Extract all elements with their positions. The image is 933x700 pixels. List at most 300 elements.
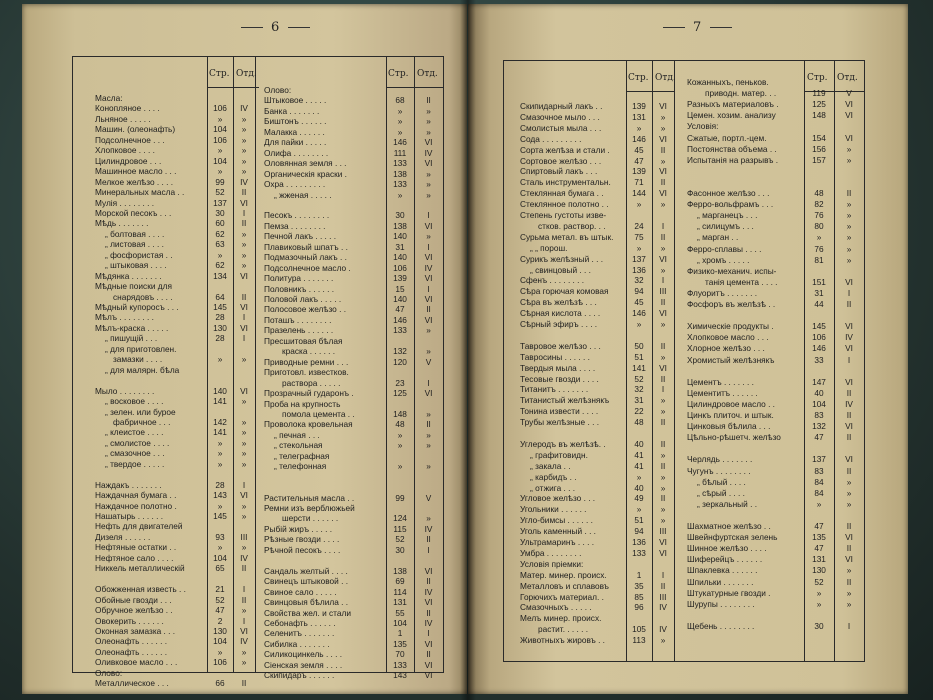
index-entry — [256, 576, 443, 587]
entry-term: Трубы желѣзные . . . — [520, 417, 599, 428]
index-entry — [256, 409, 443, 420]
entry-term: Стеклянное полотно . . — [520, 199, 609, 210]
entry-page: 41 — [634, 460, 644, 471]
entry-page: 131 — [393, 597, 407, 608]
entry-page: 140 — [393, 294, 407, 304]
entry-term: Ферро-сплавы . . . . — [687, 243, 762, 254]
index-entry — [675, 299, 864, 310]
index-entry — [256, 388, 443, 399]
index-entry — [675, 410, 864, 421]
entry-term: Металлическое . . . — [95, 678, 169, 689]
entry-term: Ферро-вольфрамъ . . . — [687, 199, 774, 210]
entry-page: » — [217, 145, 223, 156]
right-column-1 — [504, 101, 674, 661]
entry-page: 148 — [393, 408, 407, 419]
entry-page: 138 — [393, 565, 407, 576]
index-entry — [675, 599, 864, 610]
entry-section: » — [426, 168, 431, 179]
entry-term: Сѣрный эфиръ . . . . — [520, 319, 598, 329]
entry-section: » — [241, 166, 247, 177]
index-entry — [73, 344, 255, 355]
entry-term: „ закала . . — [530, 460, 571, 471]
entry-term: „ штыковая . . . . — [105, 260, 167, 271]
index-entry — [73, 574, 255, 585]
entry-page: 76 — [814, 243, 824, 254]
entry-term: Биштонъ . . . . . . — [264, 116, 327, 127]
col-header-page: Стр. — [807, 73, 828, 83]
entry-page: » — [217, 448, 223, 459]
entry-term: Смазочное мыло . . . — [520, 111, 600, 122]
entry-page: 131 — [812, 554, 826, 565]
index-entry — [256, 419, 443, 430]
entry-page: 140 — [393, 252, 407, 263]
index-entry — [504, 199, 674, 210]
entry-term: „ телеграфная — [274, 450, 330, 461]
entry-section: II — [241, 563, 247, 574]
index-entry — [256, 210, 443, 221]
entry-page: 94 — [634, 286, 644, 297]
index-entry — [675, 588, 864, 599]
index-entry — [73, 187, 255, 198]
entry-term: Флуоритъ . . . . . . . — [687, 287, 758, 298]
entry-page: 82 — [814, 199, 824, 210]
entry-term: Мыло . . . . . . . . — [95, 385, 155, 396]
index-entry — [504, 384, 674, 395]
entry-page: 105 — [632, 624, 646, 635]
entry-page: 135 — [393, 638, 407, 649]
entry-page: 113 — [632, 635, 646, 646]
entry-page: 45 — [634, 144, 644, 155]
entry-term: Твердыя мыла . . . . — [520, 362, 596, 373]
index-entry — [73, 271, 255, 282]
entry-term: Обожженная известь . . — [95, 584, 186, 595]
entry-section: II — [426, 649, 431, 660]
entry-term: Масла: — [95, 93, 123, 103]
index-entry — [73, 438, 255, 449]
entry-term: Себонафть . . . . . . — [264, 617, 336, 628]
index-entry — [504, 439, 674, 450]
entry-term: Мѣдный купоросъ . . . — [95, 302, 179, 312]
index-entry — [675, 88, 864, 99]
index-entry — [504, 428, 674, 439]
entry-page: » — [636, 504, 642, 515]
entry-section: II — [660, 493, 666, 504]
entry-term: Оливковое масло . . . — [95, 657, 178, 668]
entry-page: 133 — [632, 547, 646, 558]
entry-term: Сурикъ желѣзный . . . — [520, 253, 604, 264]
index-entry — [256, 378, 443, 389]
entry-page: 137 — [213, 197, 227, 208]
index-entry — [73, 198, 255, 209]
index-entry — [504, 123, 674, 134]
entry-page: 48 — [814, 188, 824, 198]
index-entry — [675, 77, 864, 88]
entry-page: 30 — [395, 544, 405, 555]
entry-section: II — [660, 460, 666, 471]
index-entry — [675, 232, 864, 243]
entry-section: » — [846, 199, 852, 210]
index-entry — [504, 188, 674, 199]
entry-section: » — [846, 254, 852, 265]
entry-page: 99 — [215, 176, 225, 187]
entry-page: 124 — [393, 513, 407, 524]
entry-section: VI — [845, 554, 853, 565]
entry-section: » — [660, 242, 666, 253]
entry-section: IV — [240, 552, 248, 563]
index-entry — [675, 421, 864, 432]
entry-section: VI — [845, 454, 853, 465]
entry-term: Цѣльно-рѣшетч. желѣзо — [687, 432, 781, 443]
index-entry — [256, 545, 443, 556]
entry-section: IV — [845, 398, 853, 409]
index-entry — [504, 308, 674, 319]
entry-term: Свойства жел. и стали — [264, 607, 351, 618]
index-entry — [504, 450, 674, 461]
entry-page: » — [636, 199, 642, 210]
right-column-2 — [675, 77, 864, 661]
index-entry — [73, 218, 255, 229]
entry-section: IV — [659, 624, 667, 635]
entry-term: „ „ порош. — [530, 242, 568, 253]
entry-term: Приготовл. известков. — [264, 367, 349, 378]
entry-term: Сорта желѣза и стали . — [520, 144, 610, 155]
index-entry — [504, 570, 674, 581]
index-entry — [256, 649, 443, 660]
entry-page: » — [397, 461, 403, 472]
entry-page: 15 — [395, 283, 405, 294]
index-entry — [504, 472, 674, 483]
entry-term: Мѣдянка . . . . . . . — [95, 270, 162, 281]
entry-section: II — [846, 521, 852, 531]
index-entry — [73, 511, 255, 522]
entry-term: Наждачная бумага . . — [95, 490, 177, 501]
entry-term: Условія: — [687, 121, 719, 132]
entry-section: » — [426, 179, 431, 190]
left-column-1 — [73, 93, 255, 689]
index-entry — [73, 177, 255, 188]
index-entry — [504, 177, 674, 188]
entry-page: 69 — [395, 576, 405, 587]
entry-term: Шахматное желѣзо . . — [687, 521, 771, 531]
entry-term: Штыковое . . . . . — [264, 95, 327, 106]
index-entry — [675, 99, 864, 110]
entry-term: Кожанныхъ, пеньков. — [687, 77, 769, 87]
entry-page: 52 — [395, 534, 405, 545]
index-entry — [675, 166, 864, 177]
entry-term: Мелкое желѣзо . . . . — [95, 176, 174, 187]
entry-term: „ свинцовый . . . — [530, 264, 591, 275]
index-entry — [256, 555, 443, 566]
entry-page: » — [636, 471, 642, 482]
entry-section: » — [426, 513, 431, 524]
entry-section: I — [661, 569, 665, 580]
entry-term: Ультрамаринъ . . . . — [520, 537, 595, 547]
index-entry — [504, 254, 674, 265]
index-entry — [73, 647, 255, 658]
index-entry — [256, 524, 443, 535]
entry-term: Наждачное полотно . — [95, 500, 177, 511]
index-entry — [73, 553, 255, 564]
entry-term: „ карбидъ . . — [530, 471, 577, 482]
index-entry — [504, 156, 674, 167]
entry-term: снарядовъ . . . . — [113, 291, 173, 302]
entry-section: III — [659, 526, 667, 537]
entry-term: краска . . . . . . — [282, 346, 336, 357]
entry-term: Цементитъ . . . . . . — [687, 387, 758, 398]
entry-term: Углеродъ въ желѣзѣ. . — [520, 438, 606, 449]
index-entry — [256, 137, 443, 148]
entry-section: I — [427, 544, 430, 555]
entry-section: I — [427, 628, 430, 639]
index-entry — [73, 480, 255, 491]
index-entry — [675, 255, 864, 266]
index-entry — [256, 179, 443, 190]
entry-section: II — [660, 144, 666, 155]
index-entry — [256, 430, 443, 441]
index-entry — [675, 621, 864, 632]
entry-page: 141 — [213, 396, 227, 407]
entry-term: Шинное желѣзо . . . . — [687, 543, 767, 554]
entry-section: I — [427, 241, 430, 252]
entry-term: Мелъ минер. происх. — [520, 613, 602, 624]
entry-term: „ марганецъ . . . — [697, 210, 758, 221]
entry-section: » — [241, 500, 247, 511]
entry-section: VI — [659, 547, 667, 558]
entry-section: » — [660, 482, 666, 493]
index-entry — [73, 616, 255, 627]
entry-section: II — [426, 576, 431, 587]
entry-section: » — [241, 354, 247, 365]
index-entry — [504, 134, 674, 145]
entry-section: » — [241, 145, 247, 156]
entry-term: Празелень . . . . . . — [264, 325, 334, 336]
entry-term: Тесовые гвозди . . . . — [520, 373, 599, 384]
index-entry — [73, 636, 255, 647]
entry-section: » — [660, 319, 666, 329]
index-entry — [73, 93, 255, 104]
entry-page: » — [217, 354, 223, 365]
entry-term: Полосовое желѣзо . . — [264, 304, 347, 315]
entry-section: » — [241, 416, 247, 427]
index-entry — [73, 281, 255, 292]
entry-term: Сжатые, портл.-цем. — [687, 132, 767, 143]
index-entry — [256, 566, 443, 577]
entry-section: II — [660, 231, 666, 242]
col-header-page: Стр. — [388, 69, 409, 79]
entry-section: VI — [424, 220, 433, 231]
entry-section: VI — [240, 322, 248, 333]
entry-term: Сфенъ . . . . . . . . — [520, 275, 585, 286]
index-entry — [675, 477, 864, 488]
entry-section: VI — [845, 99, 853, 110]
entry-section: II — [846, 299, 852, 309]
index-entry — [504, 537, 674, 548]
entry-page: 99 — [395, 492, 405, 503]
entry-section: VI — [845, 110, 853, 121]
entry-section: » — [660, 471, 666, 482]
entry-term: замазки . . . . — [113, 354, 163, 365]
entry-section: » — [846, 587, 852, 598]
index-entry — [73, 501, 255, 512]
entry-section: » — [241, 542, 247, 553]
entry-page: 146 — [632, 133, 646, 144]
entry-section: » — [426, 440, 431, 451]
index-entry — [256, 95, 443, 106]
entry-term: раствора . . . . . — [282, 377, 341, 388]
index-entry — [73, 156, 255, 167]
entry-section: II — [241, 218, 247, 229]
entry-page: 125 — [393, 388, 407, 399]
index-entry — [675, 355, 864, 366]
entry-section: II — [846, 432, 852, 443]
entry-term: Машин. (олеонафть) — [95, 124, 176, 135]
entry-section: » — [426, 231, 431, 242]
entry-page: 48 — [395, 419, 405, 430]
entry-section: I — [661, 220, 665, 231]
entry-term: Титанистый желѣзнякъ — [520, 395, 610, 406]
entry-page: 120 — [393, 356, 407, 367]
entry-page: 130 — [213, 322, 227, 333]
entry-page: 47 — [215, 605, 225, 616]
index-entry — [675, 366, 864, 377]
entry-page: 115 — [393, 523, 407, 534]
index-entry — [256, 482, 443, 493]
index-entry — [504, 461, 674, 472]
entry-section: V — [425, 356, 432, 367]
entry-section: VI — [424, 252, 433, 263]
entry-page: » — [217, 437, 223, 448]
entry-term: Мѣлъ-краска . . . . . — [95, 322, 169, 333]
entry-page: 41 — [634, 449, 644, 460]
entry-page: 47 — [634, 155, 644, 166]
index-entry — [675, 266, 864, 277]
index-entry — [73, 469, 255, 480]
entry-term: Сіенская земля . . . . — [264, 659, 343, 670]
entry-section: VI — [659, 101, 667, 111]
index-entry — [73, 250, 255, 261]
entry-section: II — [241, 678, 247, 689]
entry-section: » — [241, 437, 247, 448]
entry-section: VI — [845, 532, 853, 543]
entry-term: „ восковое . . . . — [105, 396, 164, 407]
index-entry — [675, 244, 864, 255]
index-entry — [73, 490, 255, 501]
entry-section: I — [661, 384, 665, 395]
entry-term: Песокъ . . . . . . . . — [264, 210, 330, 221]
index-entry — [73, 448, 255, 459]
index-entry — [504, 602, 674, 613]
entry-section: II — [846, 576, 852, 587]
entry-term: Олеонафть . . . . . . — [95, 636, 168, 647]
entry-page: 146 — [393, 137, 407, 148]
entry-page: 133 — [393, 325, 407, 336]
entry-term: Печной лакъ . . . . . — [264, 231, 337, 242]
entry-section: VI — [424, 314, 433, 325]
index-entry — [504, 352, 674, 363]
entry-section: » — [660, 351, 666, 362]
entry-term: Дизеля . . . . . . — [95, 531, 151, 542]
entry-page: » — [816, 587, 822, 598]
index-entry — [256, 587, 443, 598]
entry-term: Политура . . . . . . . — [264, 273, 334, 284]
entry-term: Швейнфуртская зелень — [687, 532, 778, 543]
entry-page: » — [217, 113, 223, 124]
entry-page: 140 — [393, 231, 407, 242]
entry-page: 104 — [393, 617, 407, 628]
entry-term: Угловое желѣзо . . . — [520, 493, 596, 504]
index-entry — [256, 346, 443, 357]
entry-page: 139 — [632, 166, 646, 177]
index-entry — [73, 312, 255, 323]
entry-term: Минеральных масла . . — [95, 187, 185, 198]
index-entry — [504, 166, 674, 177]
entry-section: II — [241, 291, 247, 302]
entry-page: 146 — [393, 314, 407, 325]
entry-term: Охра . . . . . . . . . — [264, 179, 326, 190]
index-entry — [675, 377, 864, 388]
index-entry — [675, 188, 864, 199]
entry-page: 106 — [213, 103, 227, 114]
entry-section: II — [660, 340, 666, 351]
entry-section: IV — [424, 147, 433, 158]
entry-section: » — [241, 657, 247, 668]
index-entry — [256, 628, 443, 639]
entry-section: » — [241, 511, 247, 521]
index-entry — [256, 127, 443, 138]
entry-term: Сандаль желтый . . . . — [264, 565, 348, 576]
entry-term: Сортовое желѣзо . . . — [520, 155, 602, 166]
entry-page: 143 — [213, 490, 227, 501]
entry-term: Стеклянная бумага . . — [520, 188, 604, 199]
entry-page: 60 — [215, 218, 225, 229]
entry-page: 134 — [213, 270, 227, 281]
entry-section: II — [660, 177, 666, 188]
entry-term: Овокерить . . . . . . — [95, 615, 164, 626]
index-entry — [256, 461, 443, 472]
entry-section: VI — [424, 638, 433, 649]
entry-page: 45 — [634, 297, 644, 308]
index-entry — [73, 354, 255, 365]
entry-section: » — [846, 154, 852, 165]
index-entry — [504, 330, 674, 341]
index-entry — [675, 210, 864, 221]
entry-page: 111 — [393, 147, 407, 158]
entry-term: Свинецъ штыковой . . — [264, 576, 349, 587]
entry-term: Сѣра въ желѣзѣ . . . — [520, 297, 597, 308]
index-entry — [675, 565, 864, 576]
index-entry — [675, 510, 864, 521]
entry-section: I — [427, 377, 430, 388]
entry-section: » — [660, 449, 666, 460]
entry-term: Разныхъ материаловъ . — [687, 99, 779, 110]
entry-page: 137 — [632, 253, 646, 264]
entry-term: Физико-механич. испы- — [687, 265, 777, 276]
entry-page: 104 — [213, 636, 227, 647]
entry-term: Льняное . . . . . — [95, 113, 151, 124]
index-entry — [256, 472, 443, 483]
entry-term: Хлопковое масло . . . — [687, 332, 769, 343]
entry-section: » — [241, 448, 247, 459]
page-number-right: 7 — [655, 20, 740, 35]
index-entry — [73, 563, 255, 574]
entry-page: 80 — [814, 221, 824, 232]
index-entry — [504, 286, 674, 297]
entry-section: II — [660, 373, 666, 384]
entry-page: 40 — [634, 482, 644, 493]
entry-section: II — [846, 465, 852, 476]
index-entry — [504, 243, 674, 254]
entry-section: » — [660, 111, 666, 122]
